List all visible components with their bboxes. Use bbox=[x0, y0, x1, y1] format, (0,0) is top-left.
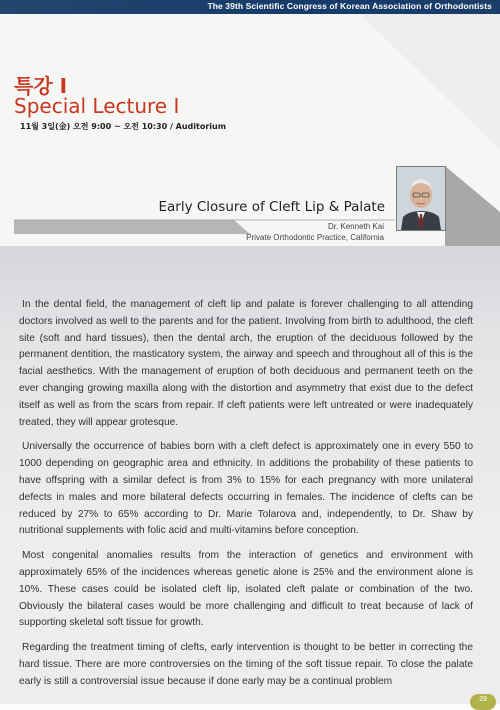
schedule-info: 11월 3일(金) 오전 9:00 ~ 오전 10:30 / Auditorium bbox=[20, 122, 227, 131]
speaker-name: Dr. Kenneth Kai bbox=[327, 222, 384, 231]
speaker-affiliation: Private Orthodontic Practice, California bbox=[246, 233, 384, 242]
english-title: Special Lecture I bbox=[14, 94, 180, 118]
lecture-title: Early Closure of Cleft Lip & Palate bbox=[158, 199, 385, 215]
congress-title: The 39th Scientific Congress of Korean Association of Orthodontists bbox=[207, 1, 492, 11]
paragraph: Universally the occurrence of babies born with a cleft defect is approximately one in every 550 to 1000 depending on geographic area and ethnicity. In additions the probability of these patients to have offspring with a similar defect is from 3% to 15% for each pregnancy with more unilateral defects in males and more bilateral defects occurring in females. The incidence of clefts can be reduced by 27% to 65% according to Dr. Marie Tolarova and, independently, to Dr. Shaw by nutritional supplements with folic acid and multi-vitamins before conception. bbox=[19, 441, 473, 537]
paragraph: Regarding the treatment timing of clefts, early intervention is thought to be better in correcting the hard tissue. There are more controversies on the timing of the soft tissue repair. To close the palate early is still a controversial issue because if done early may be a continual problem bbox=[19, 642, 473, 687]
paragraph: In the dental field, the management of cleft lip and palate is forever challenging to all attending doctors involved as well to the parents and for the patient. Involving from birth to adulthood, the cleft site (soft and hard tissues), then the dental arch, the eruption of the deciduous followed by the permanent dentition, the masticatory system, the airway and speech and throughout all of this is the facial aesthetics. With the management of eruption of both deciduous and permanent teeth on the ever changing growing maxilla along with the distortion and asymmetry that exist due to the defect itself as well as from the scars from repair. If cleft patients were left untreated or were inadequately treated, they will appear grotesque. bbox=[19, 299, 473, 428]
paragraph: Most congenital anomalies results from the interaction of genetics and environment with approximately 65% of the incidences whereas genetic alone is 25% and the environment alone is 10%. These cases could be isolated cleft lip, isolated cleft palate or combination of the two. Obviously the bilateral cases would be more challenging and difficult to treat because of lack of supporting skeletal soft tissue for growth. bbox=[19, 550, 473, 629]
korean-title: 특강 I bbox=[14, 74, 68, 98]
speaker-portrait-icon bbox=[397, 167, 445, 230]
speaker-photo bbox=[396, 166, 446, 231]
article-body bbox=[19, 297, 473, 699]
page-number: 29 bbox=[470, 694, 496, 710]
gray-underline-bar bbox=[14, 220, 234, 234]
